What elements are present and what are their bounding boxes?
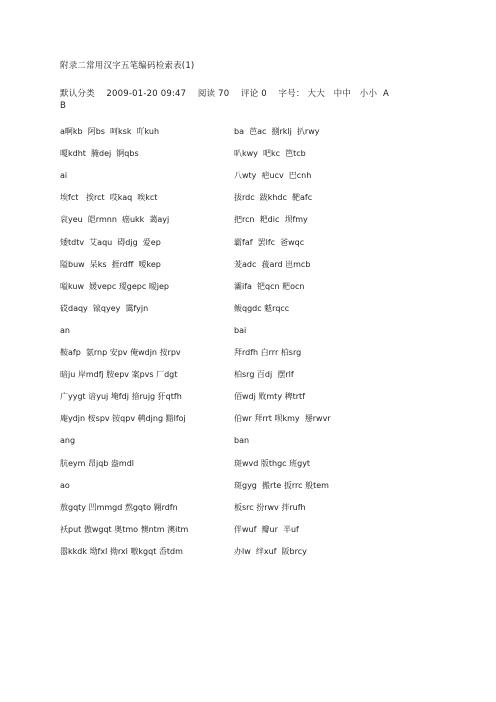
code-right: 伴wuf 瓣ur 半uf (234, 525, 299, 534)
code-right: 把rcn 耙dic 坝fmy (234, 215, 308, 224)
code-right: 斑gyg 搬rte 扳rrc 般tem (234, 481, 329, 490)
code-left: 广yygt 谙yuj 埯fdj 揞rujg 犴qtfh (60, 392, 182, 401)
meta-tail: A (382, 89, 389, 99)
code-left: a啊kb 阿bs 呵ksk 吖kuh (60, 127, 160, 136)
code-right: 伯wr 拜rrt 呗kmy 掰rwvr (234, 414, 331, 423)
code-left: 嗄kdht 腌dej 锕qbs (60, 149, 139, 158)
code-left: 矮tdtv 艾aqu 碍djg 爱ep (60, 238, 161, 247)
code-right: 办lw 绊xuf 阪brcy (234, 547, 307, 556)
code-left: 袄put 傲wgqt 奥tmo 懊ntm 澳itm (60, 525, 189, 534)
font-size-large-link[interactable]: 大大 (307, 89, 325, 99)
meta-comments: 评论 0 (240, 89, 267, 99)
code-right: 佰wdj 败mty 稗trtf (234, 392, 305, 401)
code-right: 鲅qgdc 魃rqcc (234, 304, 290, 313)
code-left: 嗌kuw 媛vepc 瑷gepc 暧jep (60, 282, 170, 291)
code-left: 砹daqy 锿qyey 霭fyjn (60, 304, 149, 313)
code-left: 肮eym 昂jqb 盎mdl (60, 459, 135, 468)
code-left: 暗ju 岸mdfj 胺epv 案pvs 厂dgt (60, 370, 178, 379)
code-right: 斑wvd 版thgc 班gyt (234, 459, 311, 468)
code-left: 哀yeu 皑rmnn 癌ukk 蔼ayj (60, 215, 170, 224)
code-right: 拔rdc 跋khdc 靶afc (234, 193, 313, 202)
meta-font-size-label: 字号： (278, 89, 305, 99)
code-right: 拜rdfh 白rrr 柏srg (234, 348, 302, 357)
code-right: ba 芭ac 捌rklj 扒rwy (234, 127, 320, 136)
code-right: 柏srg 百dj 摆rlf (234, 370, 294, 379)
code-left: ai (60, 171, 68, 180)
code-right: ban (234, 436, 250, 445)
font-size-small-link[interactable]: 小小 (359, 89, 378, 99)
code-left: ang (60, 436, 76, 445)
code-left: 敖gqty 凹mmgd 熬gqto 翱rdfn (60, 503, 178, 512)
code-left: 鞍afp 氨rnp 安pv 俺wdjn 按rpv (60, 348, 181, 357)
code-right: bai (234, 326, 247, 335)
code-right: 八wty 疤ucv 巴cnh (234, 171, 312, 180)
meta-datetime: 2009-01-20 09:47 (106, 89, 187, 99)
code-left: 隘buw 呆ks 捱rdff 嗳kep (60, 260, 161, 269)
meta-reads: 阅读 70 (197, 89, 230, 99)
code-left: an (60, 326, 70, 335)
font-size-medium-link[interactable]: 中中 (333, 89, 352, 99)
code-left: 埃fct 挨rct 哎kaq 唉kct (60, 193, 158, 202)
code-right: 板src 扮rwv 拌rufh (234, 503, 306, 512)
document-title: 附录二常用汉字五笔编码检索表(1) (60, 61, 195, 71)
code-right: 叭kwy 吧kc 笆tcb (234, 149, 306, 158)
code-right: 霸faf 罢lfc 爸wqc (234, 238, 305, 247)
code-left: 嚣kkdk 坳fxl 拗rxl 嗷kgqt 岙tdm (60, 547, 183, 556)
code-right: 灞ifa 钯qcn 粑ocn (234, 282, 305, 291)
document-meta (60, 88, 440, 112)
code-right: 茇adc 菝ard 岜mcb (234, 260, 311, 269)
meta-wrap: B (60, 101, 67, 111)
code-left: ao (60, 481, 70, 490)
meta-category: 默认分类 (60, 89, 95, 99)
code-left: 庵ydjn 桉spv 铵qpv 鹌djng 黯lfoj (60, 414, 186, 423)
